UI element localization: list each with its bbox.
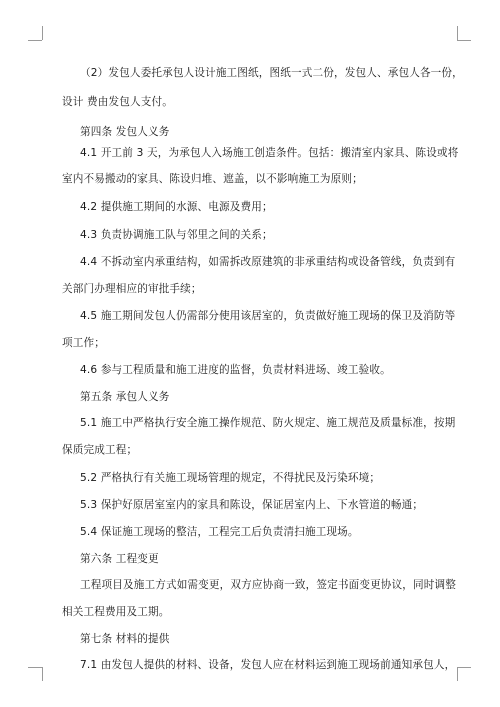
paragraph-line: 4.6 参与工程质量和施工进度的监督，负责材料进场、竣工验收。 <box>80 364 391 376</box>
paragraph-line: 4.5 施工期间发包人仍需部分使用该居室的，负责做好施工现场的保卫及消防等 <box>80 310 456 322</box>
paragraph-line: 5.4 保证施工现场的整洁，工程完工后负责清扫施工现场。 <box>80 526 359 538</box>
crop-mark-bottom-left-v <box>42 667 43 681</box>
paragraph-line: 工程项目及施工方式如需变更，双方应协商一致，签定书面变更协议，同时调整 <box>80 579 457 591</box>
crop-mark-top-right-v <box>457 26 458 40</box>
paragraph-line: 设计 费由发包人支付。 <box>62 96 173 108</box>
paragraph-line: 项工作； <box>62 337 105 349</box>
crop-mark-bottom-right <box>457 667 471 668</box>
paragraph-line: 7.1 由发包人提供的材料、设备，发包人应在材料运到施工现场前通知承包人， <box>80 659 456 671</box>
paragraph-line: 5.1 施工中严格执行安全施工操作规范、防火规定、施工规范及质量标准，按期 <box>80 417 456 429</box>
paragraph-line: 4.1 开工前 3 天，为承包人入场施工创造条件。包括：搬清室内家具、陈设或将 <box>80 147 459 159</box>
paragraph-line: 4.2 提供施工期间的水源、电源及费用； <box>80 201 273 213</box>
section-heading: 第五条 承包人义务 <box>80 391 170 403</box>
crop-mark-bottom-left <box>28 667 42 668</box>
section-heading: 第四条 发包人义务 <box>80 126 170 138</box>
paragraph-line: 4.3 负责协调施工队与邻里之间的关系； <box>80 229 273 241</box>
crop-mark-bottom-right-v <box>457 667 458 681</box>
crop-mark-top-left <box>28 40 42 41</box>
paragraph-line: 相关工程费用及工期。 <box>62 606 170 618</box>
paragraph-line: 5.2 严格执行有关施工现场管理的规定，不得扰民及污染环境； <box>80 472 381 484</box>
crop-mark-top-left-v <box>42 26 43 40</box>
crop-mark-top-right <box>457 40 471 41</box>
section-heading: 第七条 材料的提供 <box>80 633 170 645</box>
paragraph-line: 5.3 保护好原居室室内的家具和陈设，保证居室内上、下水管道的畅通； <box>80 499 424 511</box>
section-heading: 第六条 工程变更 <box>80 553 159 565</box>
paragraph-line: 关部门办理相应的审批手续； <box>62 283 202 295</box>
paragraph-line: 室内不易搬动的家具、陈设归堆、遮盖，以不影响施工为原则； <box>62 173 363 185</box>
paragraph-line: （2）发包人委托承包人设计施工图纸，图纸一式二份，发包人、承包人各一份， <box>80 67 463 79</box>
paragraph-line: 4.4 不拆动室内承重结构，如需拆改原建筑的非承重结构或设备管线，负责到有 <box>80 256 456 268</box>
paragraph-line: 保质完成工程； <box>62 444 138 456</box>
